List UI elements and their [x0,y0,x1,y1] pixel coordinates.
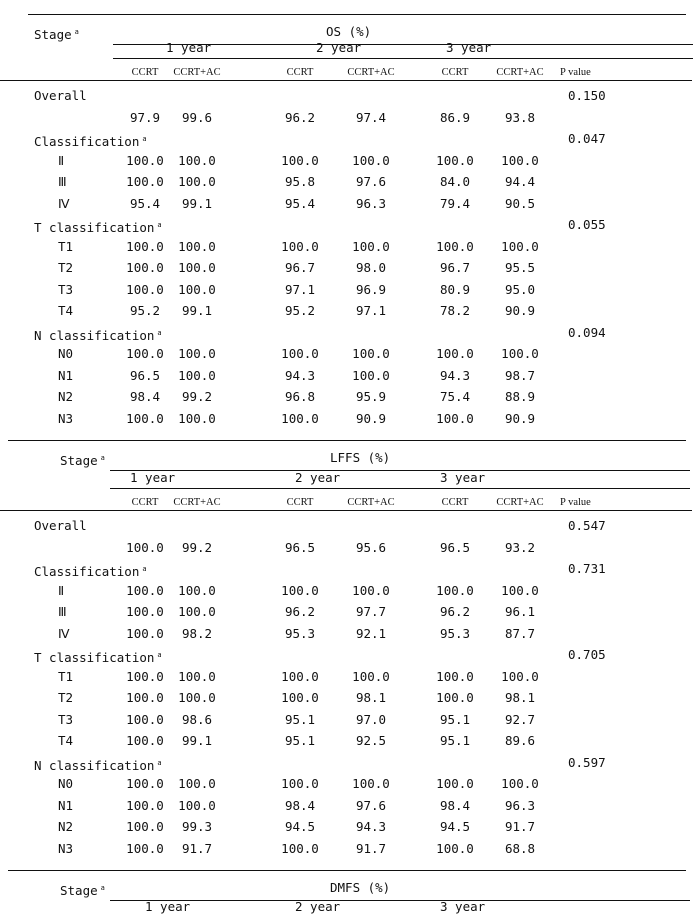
value-cell: 96.3 [355,195,387,211]
value-cell: 100.0 [352,346,390,361]
value-cell: 98.0 [355,260,387,275]
value-cell: 100.0 [501,776,539,791]
value-cell: 100.0 [501,152,539,168]
value-cell: 100.0 [126,582,164,598]
column-header: CCRT [441,67,469,78]
footnote-mark: a [74,28,79,36]
footnote-mark: a [142,135,147,143]
footnote-mark: a [157,328,162,337]
value-cell: 99.1 [181,733,213,748]
value-cell: 100.0 [178,776,216,791]
value-cell: 90.9 [355,410,387,426]
value-cell: 100.0 [352,367,390,383]
value-cell: 68.8 [504,840,536,856]
value-cell: 78.2 [439,303,471,318]
year-label: 3 year [440,899,486,914]
value-cell: 100.0 [178,690,216,705]
year-label: 1 year [145,899,191,914]
value-cell: 98.7 [504,367,536,383]
value-cell: 96.5 [129,367,161,383]
row-label: T3 [58,711,74,727]
row-label: T2 [58,690,74,705]
column-header: CCRT+AC [347,67,395,78]
value-cell: 100.0 [281,152,319,168]
value-cell: 89.6 [504,733,536,748]
value-cell: 100.0 [436,346,474,361]
value-cell: 100.0 [436,152,474,168]
group-label [34,88,87,104]
value-cell: 98.6 [181,711,213,727]
value-cell: 95.4 [284,195,316,211]
row-label: Ⅳ [58,625,70,641]
footnote-mark: a [157,651,162,659]
value-cell: 95.1 [439,733,471,748]
group-label [34,131,147,150]
row-label: T3 [58,281,74,297]
row-label: Ⅲ [58,174,67,189]
value-cell: 96.3 [504,797,536,813]
value-cell: 100.0 [126,238,164,254]
value-cell: 100.0 [436,410,474,426]
p-value: 0.055 [568,217,606,232]
value-cell: 100.0 [178,797,216,813]
value-cell: 96.2 [439,604,471,619]
column-header: CCRT+AC [173,497,221,508]
row-label: N0 [58,346,74,361]
value-cell: 100.0 [178,281,216,297]
p-value: 0.047 [568,131,606,146]
year-label: 2 year [295,470,341,485]
row-label: T1 [58,238,74,254]
value-cell: 100.0 [436,238,474,254]
value-cell: 96.2 [284,604,316,619]
value-cell: 100.0 [352,776,390,791]
value-cell: 100.0 [352,152,390,168]
value-cell: 100.0 [501,668,539,684]
value-cell: 98.2 [181,625,213,641]
value-cell: 100.0 [126,776,164,791]
section-top-rule [28,14,686,15]
row-label: T4 [58,733,74,748]
column-header: CCRT+AC [173,67,221,78]
value-cell: 100.0 [352,668,390,684]
row-label: N0 [58,776,74,791]
p-value: 0.150 [568,88,606,103]
value-cell: 100.0 [281,238,319,254]
row-label: Ⅲ [58,604,67,619]
value-cell: 96.5 [439,539,471,555]
value-cell: 99.6 [181,109,213,125]
value-cell: 100.0 [281,346,319,361]
column-header: CCRT [131,67,159,78]
group-label-text: Overall [34,518,87,533]
value-cell: 100.0 [126,604,164,619]
value-cell: 95.2 [284,303,316,318]
year-label: 3 year [440,470,486,485]
value-cell: 98.4 [439,797,471,813]
group-label [34,755,162,774]
value-cell: 100.0 [126,690,164,705]
value-cell: 100.0 [178,668,216,684]
p-value: 0.547 [568,518,606,533]
stage-header [60,880,105,899]
value-cell: 100.0 [126,410,164,426]
value-cell: 100.0 [126,840,164,856]
value-cell: 92.1 [355,625,387,641]
value-cell: 100.0 [126,346,164,361]
value-cell: 95.3 [284,625,316,641]
group-label-text: N classification [34,757,155,773]
value-cell: 99.1 [181,195,213,211]
year-label: 1 year [130,470,176,485]
group-label-text: Overall [34,88,87,103]
year-underline [113,58,693,59]
value-cell: 96.7 [284,260,316,275]
value-cell: 95.4 [129,195,161,211]
value-cell: 100.0 [178,152,216,168]
value-cell: 97.6 [355,174,387,189]
header-bottom-rule [0,510,692,511]
value-cell: 100.0 [501,346,539,361]
row-label: N1 [58,367,74,383]
value-cell: 99.3 [181,819,213,834]
footnote-mark: a [157,758,162,767]
value-cell: 100.0 [436,582,474,598]
group-label [34,217,162,236]
column-header: CCRT [286,67,314,78]
value-cell: 98.1 [355,690,387,705]
row-label: N3 [58,840,74,856]
value-cell: 95.1 [284,711,316,727]
year-underline [110,488,690,489]
year-label: 3 year [446,40,492,55]
value-cell: 80.9 [439,281,471,297]
value-cell: 86.9 [439,109,471,125]
row-label: T2 [58,260,74,275]
group-label-text: N classification [34,327,155,343]
value-cell: 94.3 [355,819,387,834]
row-label: N2 [58,819,74,834]
value-cell: 94.5 [439,819,471,834]
p-value: 0.597 [568,754,606,770]
value-cell: 100.0 [281,410,319,426]
value-cell: 100.0 [178,260,216,275]
value-cell: 90.9 [504,303,536,318]
value-cell: 95.1 [439,711,471,727]
value-cell: 96.7 [439,260,471,275]
title-underline [110,900,690,901]
value-cell: 95.6 [355,539,387,555]
column-header: CCRT+AC [496,67,544,78]
group-label [34,647,162,666]
value-cell: 88.9 [504,389,536,404]
column-header: P value [560,67,591,78]
row-label: T4 [58,303,74,318]
value-cell: 100.0 [126,668,164,684]
stage-header [60,450,105,469]
value-cell: 95.8 [284,174,316,189]
value-cell: 100.0 [126,281,164,297]
value-cell: 100.0 [178,604,216,619]
value-cell: 100.0 [436,776,474,791]
footnote-mark: a [157,221,162,229]
value-cell: 100.0 [178,410,216,426]
footnote-mark: a [142,565,147,573]
column-header: P value [560,497,591,508]
group-label-text: T classification [34,650,155,666]
column-header: CCRT [286,497,314,508]
column-header: CCRT+AC [496,497,544,508]
column-header: CCRT [131,497,159,508]
value-cell: 100.0 [126,539,164,555]
value-cell: 100.0 [126,152,164,168]
value-cell: 100.0 [178,238,216,254]
value-cell: 100.0 [352,582,390,598]
value-cell: 84.0 [439,174,471,189]
value-cell: 93.8 [504,109,536,125]
value-cell: 95.3 [439,625,471,641]
year-label: 2 year [316,40,362,55]
value-cell: 100.0 [126,260,164,275]
group-label-text: T classification [34,220,155,236]
value-cell: 100.0 [126,819,164,834]
group-label [34,325,162,344]
value-cell: 99.2 [181,389,213,404]
value-cell: 94.4 [504,174,536,189]
value-cell: 100.0 [436,840,474,856]
row-label: T1 [58,668,74,684]
group-label [34,561,147,580]
value-cell: 90.9 [504,410,536,426]
value-cell: 100.0 [501,238,539,254]
p-value: 0.705 [568,647,606,662]
value-cell: 100.0 [281,840,319,856]
value-cell: 95.0 [504,281,536,297]
group-label [34,518,87,534]
value-cell: 97.6 [355,797,387,813]
footnote-mark: a [100,454,105,462]
value-cell: 93.2 [504,539,536,555]
value-cell: 95.9 [355,389,387,404]
value-cell: 96.8 [284,389,316,404]
value-cell: 100.0 [281,776,319,791]
value-cell: 97.1 [284,281,316,297]
value-cell: 97.0 [355,711,387,727]
value-cell: 98.1 [504,690,536,705]
p-value: 0.731 [568,561,606,576]
value-cell: 95.5 [504,260,536,275]
row-label: Ⅱ [58,582,65,598]
row-label: N1 [58,797,74,813]
column-header: CCRT [441,497,469,508]
value-cell: 100.0 [436,690,474,705]
stage-label: Stage [60,453,98,469]
year-label: 2 year [295,899,341,914]
group-label-text: Classification [34,564,140,580]
value-cell: 97.4 [355,109,387,125]
value-cell: 95.1 [284,733,316,748]
stage-label: Stage [60,883,98,899]
year-label: 1 year [166,40,212,55]
value-cell: 98.4 [129,389,161,404]
value-cell: 100.0 [126,733,164,748]
section-title: OS (%) [326,24,372,39]
value-cell: 98.4 [284,797,316,813]
value-cell: 96.5 [284,539,316,555]
group-label-text: Classification [34,134,140,150]
section-title: LFFS (%) [330,450,391,465]
value-cell: 100.0 [178,367,216,383]
p-value: 0.094 [568,324,606,340]
value-cell: 92.5 [355,733,387,748]
value-cell: 87.7 [504,625,536,641]
value-cell: 97.7 [355,604,387,619]
value-cell: 91.7 [355,840,387,856]
value-cell: 92.7 [504,711,536,727]
value-cell: 99.1 [181,303,213,318]
value-cell: 100.0 [126,174,164,189]
footnote-mark: a [100,884,105,892]
value-cell: 91.7 [504,819,536,834]
value-cell: 100.0 [178,582,216,598]
section-title: DMFS (%) [330,880,391,895]
value-cell: 96.1 [504,604,536,619]
value-cell: 100.0 [178,174,216,189]
value-cell: 100.0 [126,625,164,641]
row-label: Ⅳ [58,195,70,211]
value-cell: 79.4 [439,195,471,211]
stage-header [34,24,79,43]
value-cell: 94.3 [284,367,316,383]
row-label: N3 [58,410,74,426]
value-cell: 100.0 [281,582,319,598]
value-cell: 91.7 [181,840,213,856]
value-cell: 75.4 [439,389,471,404]
stage-label: Stage [34,27,72,43]
value-cell: 100.0 [126,711,164,727]
value-cell: 100.0 [436,668,474,684]
value-cell: 97.9 [129,109,161,125]
row-label: N2 [58,389,74,404]
value-cell: 96.2 [284,109,316,125]
header-bottom-rule [0,80,692,81]
section-top-rule [8,870,686,871]
column-header: CCRT+AC [347,497,395,508]
section-top-rule [8,440,686,441]
value-cell: 94.3 [439,367,471,383]
row-label: Ⅱ [58,152,65,168]
value-cell: 100.0 [178,346,216,361]
value-cell: 100.0 [501,582,539,598]
value-cell: 94.5 [284,819,316,834]
value-cell: 100.0 [281,668,319,684]
value-cell: 100.0 [281,690,319,705]
title-underline [110,470,690,471]
value-cell: 90.5 [504,195,536,211]
value-cell: 99.2 [181,539,213,555]
value-cell: 95.2 [129,303,161,318]
value-cell: 96.9 [355,281,387,297]
value-cell: 97.1 [355,303,387,318]
value-cell: 100.0 [352,238,390,254]
value-cell: 100.0 [126,797,164,813]
